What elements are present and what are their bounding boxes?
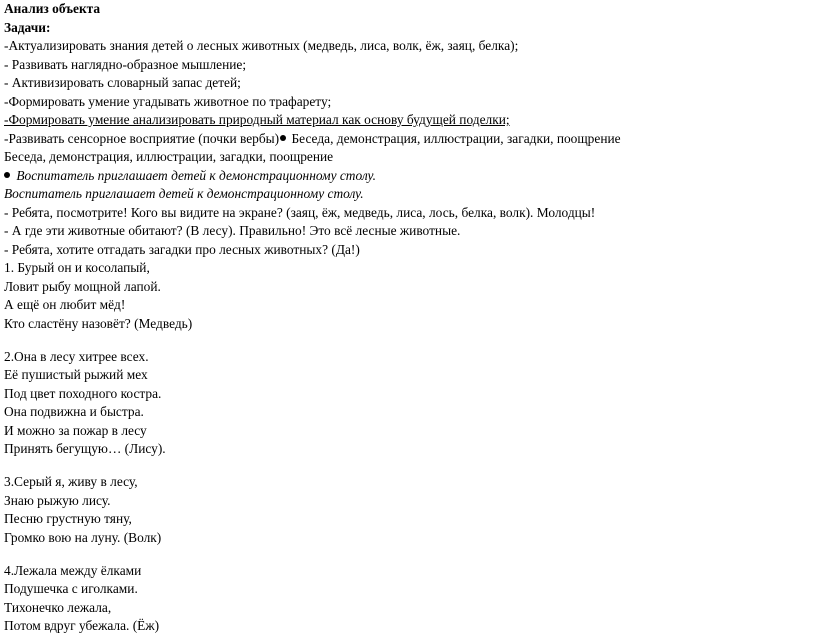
task-item-methods [4, 130, 812, 149]
tasks-heading: Задачи: [4, 19, 51, 35]
riddle-line: Знаю рыжую лису. [4, 492, 111, 508]
dialog-line: - А где эти животные обитают? (В лесу). Правильно! Это всё лесные животные. [4, 223, 461, 238]
task-text: -Развивать сенсорное восприятие (почки вербы) [4, 130, 280, 146]
riddle-3 [4, 473, 812, 547]
methods-text: Беседа, демонстрация, иллюстрации, загадки, поощрение [288, 130, 621, 146]
task-item: -Формировать умение анализировать природный материал как основу будущей поделки; [4, 112, 510, 127]
invite-line: Воспитатель приглашает детей к демонстрационному столу. [4, 186, 364, 201]
task-item: - Активизировать словарный запас детей; [4, 75, 241, 90]
riddle-line: 2.Она в лесу хитрее всех. [4, 348, 149, 364]
invite-text: Воспитатель приглашает детей к демонстрационному столу. [13, 167, 376, 183]
invite-line [4, 167, 812, 186]
task-item: -Актуализировать знания детей о лесных животных (медведь, лиса, волк, ёж, заяц, белка); [4, 38, 519, 53]
dialog-line: - Ребята, хотите отгадать загадки про лесных животных? (Да!) [4, 241, 360, 257]
task-item: - Развивать наглядно-образное мышление; [4, 56, 247, 72]
riddle-1 [4, 259, 812, 333]
spacer [4, 333, 812, 348]
document-title: Анализ объекта [4, 1, 101, 16]
riddle-line: Принять бегущую… (Лису). [4, 441, 166, 456]
riddle-line: Кто сластёну назовёт? (Медведь) [4, 315, 193, 331]
riddle-line: 4.Лежала между ёлками [4, 562, 142, 578]
document-page [4, 0, 812, 636]
task-item: -Формировать умение угадывать животное по трафарету; [4, 93, 332, 109]
riddle-line: 1. Бурый он и косолапый, [4, 260, 150, 275]
riddle-line: Подушечка с иголками. [4, 581, 138, 596]
riddle-line: Громко вою на луну. (Волк) [4, 529, 162, 545]
riddle-line: Ловит рыбу мощной лапой. [4, 278, 161, 294]
riddle-line: И можно за пожар в лесу [4, 422, 147, 438]
riddle-line: Её пушистый рыжий мех [4, 367, 148, 382]
spacer [4, 459, 812, 474]
spacer [4, 547, 812, 562]
riddle-line: Песню грустную тяну, [4, 511, 132, 526]
riddle-line: Под цвет походного костра. [4, 385, 162, 401]
riddle-line: Она подвижна и быстра. [4, 404, 144, 419]
methods-line: Беседа, демонстрация, иллюстрации, загадки, поощрение [4, 149, 334, 164]
bullet-icon [4, 172, 10, 178]
riddle-line: А ещё он любит мёд! [4, 297, 126, 312]
riddle-line: Потом вдруг убежала. (Ёж) [4, 618, 160, 633]
bullet-icon [280, 135, 286, 141]
dialog-line: - Ребята, посмотрите! Кого вы видите на экране? (заяц, ёж, медведь, лиса, лось, белка, волк). Молодцы! [4, 204, 596, 220]
riddle-line: 3.Серый я, живу в лесу, [4, 474, 138, 489]
riddle-line: Тихонечко лежала, [4, 599, 112, 615]
riddle-4 [4, 562, 812, 636]
riddle-2 [4, 348, 812, 459]
